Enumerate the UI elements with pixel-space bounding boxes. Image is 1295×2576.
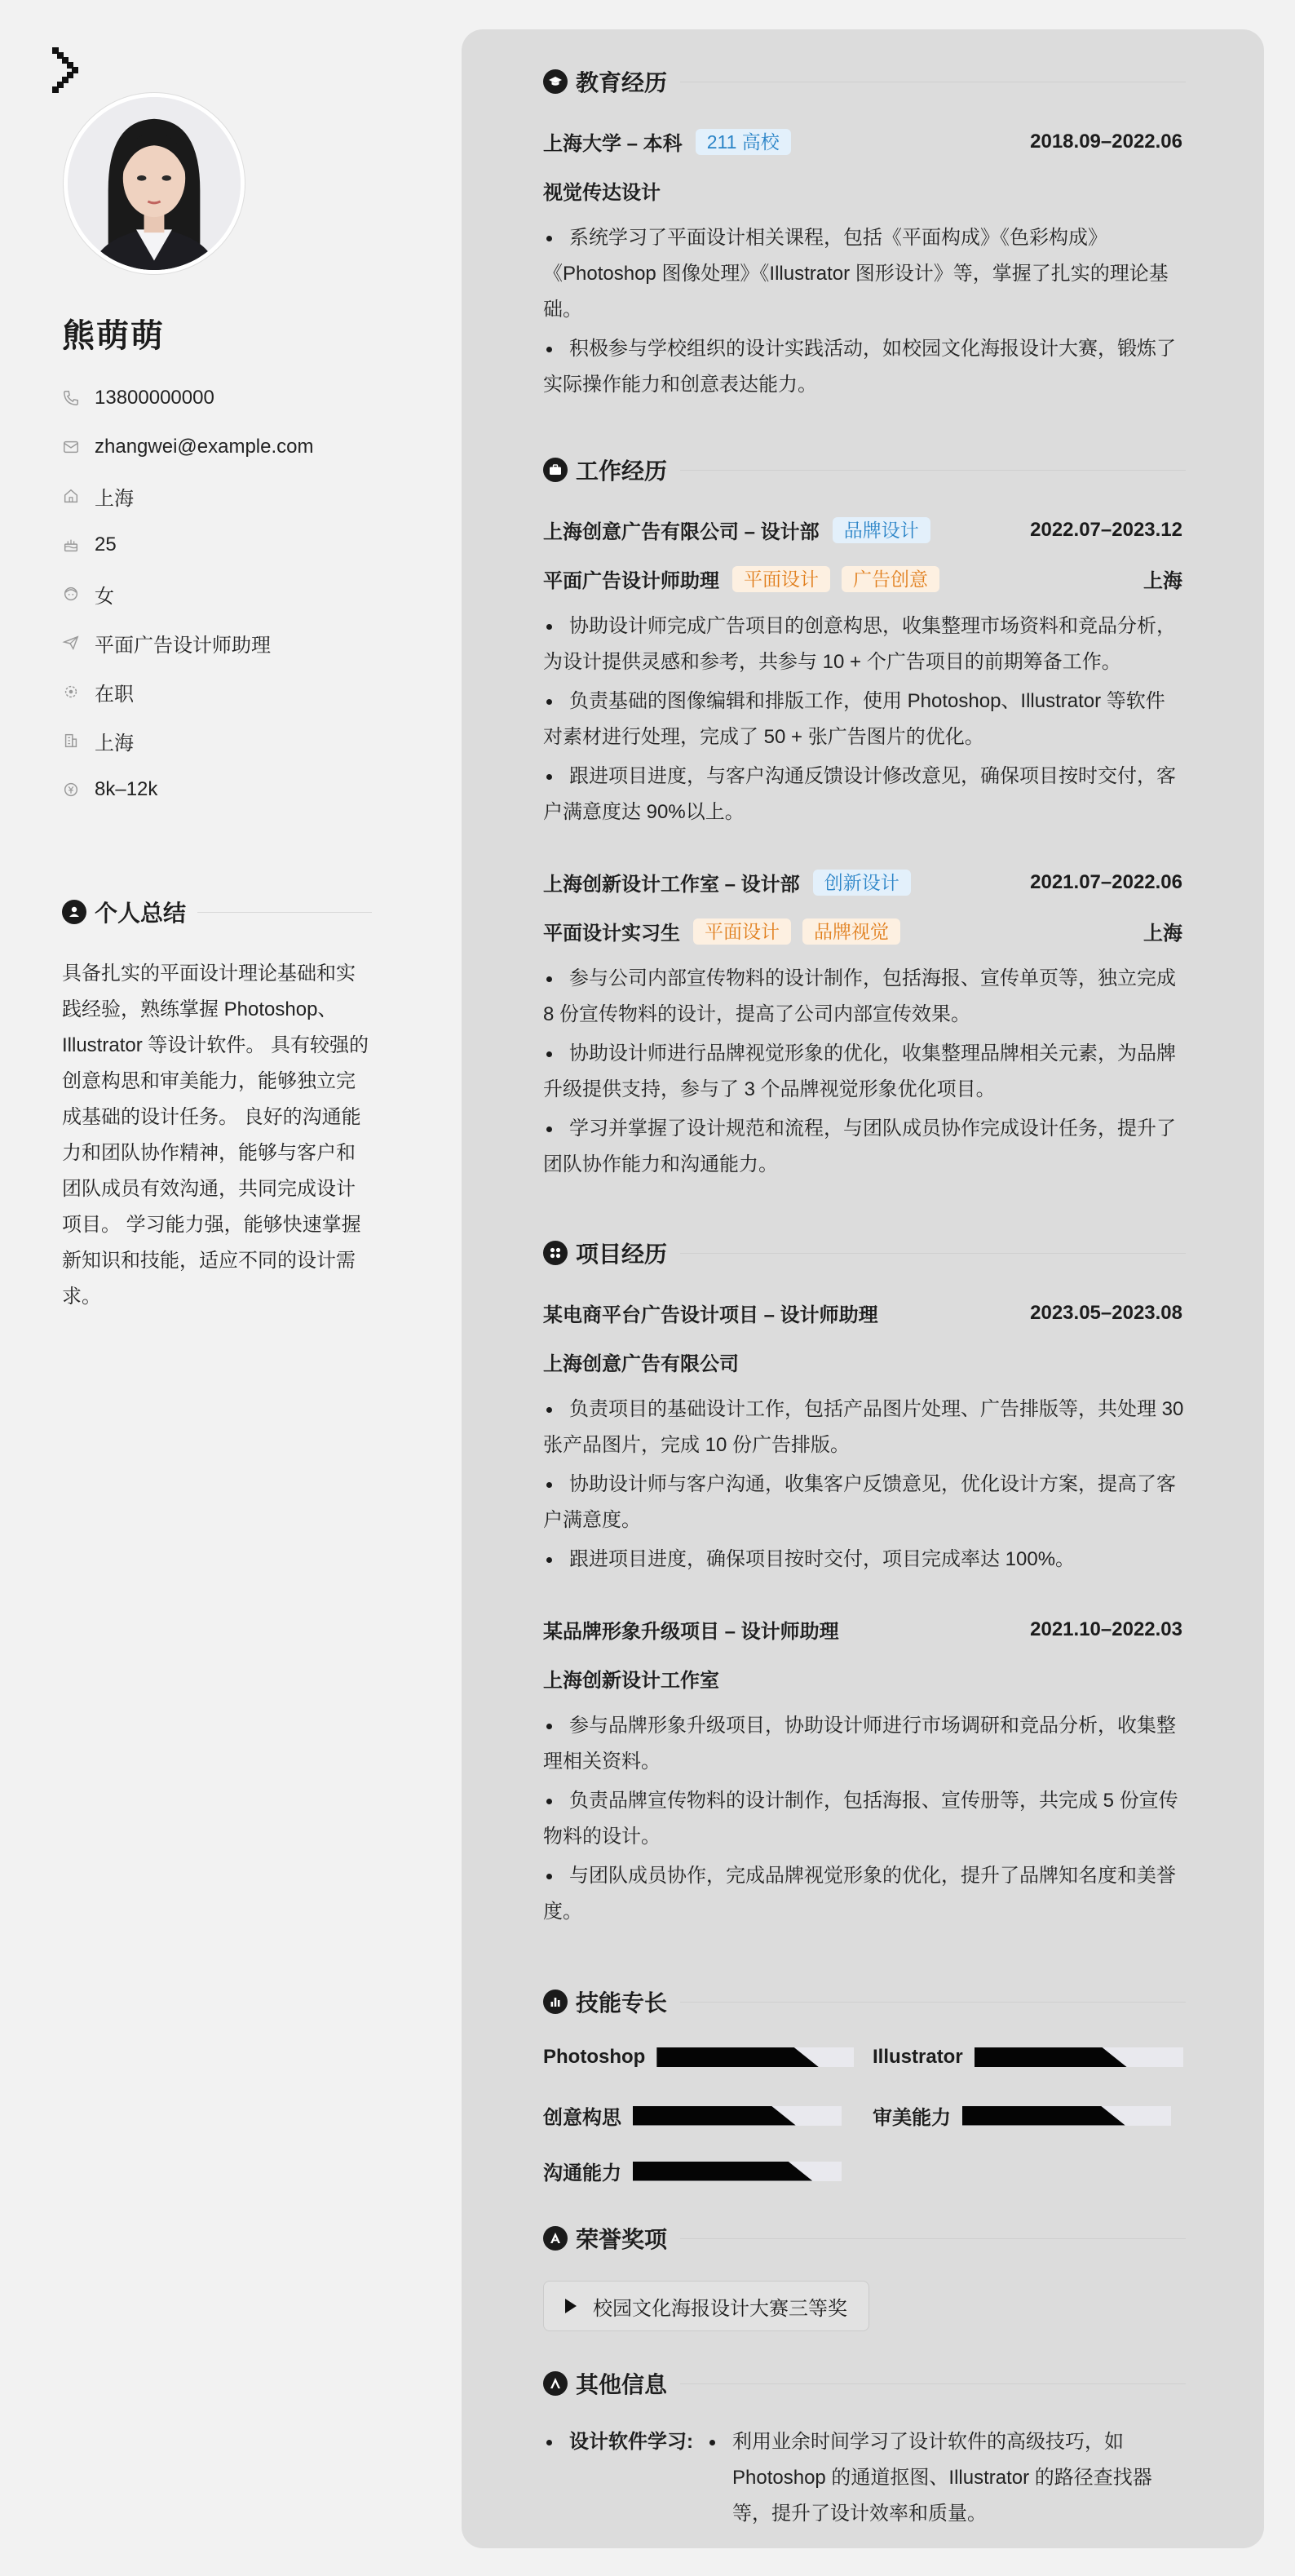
skill-item bbox=[873, 2101, 1171, 2130]
education-bullets bbox=[543, 220, 1184, 406]
cake-icon bbox=[62, 536, 80, 554]
project-date: 2023.05–2023.08 bbox=[1030, 1301, 1182, 1324]
other-info bbox=[543, 2424, 1184, 2532]
project-org: 上海创新设计工作室 bbox=[543, 1670, 719, 1692]
email-text: zhangwei@example.com bbox=[95, 436, 314, 458]
skill-bar bbox=[633, 2162, 842, 2181]
school-name: 上海大学 – 本科 bbox=[543, 133, 683, 155]
skill-name: Illustrator bbox=[873, 2046, 963, 2068]
education-date: 2018.09–2022.06 bbox=[1030, 130, 1182, 153]
graduation-cap-icon bbox=[543, 69, 568, 94]
play-icon bbox=[565, 2299, 577, 2313]
other-title: 其他信息 bbox=[576, 2372, 668, 2397]
skill-bar-fill bbox=[656, 2047, 818, 2067]
gender-text: 女 bbox=[95, 585, 114, 608]
skill-bar-fill bbox=[962, 2106, 1125, 2126]
send-icon bbox=[62, 634, 80, 652]
job-1-bullets bbox=[543, 609, 1184, 834]
project-2-bullets bbox=[543, 1708, 1184, 1933]
skill-name: 创意构思 bbox=[543, 2107, 621, 2129]
company-tag: 品牌设计 bbox=[833, 517, 930, 543]
skill-bar bbox=[633, 2106, 842, 2126]
skill-item bbox=[543, 2157, 842, 2185]
candidate-name: 熊萌萌 bbox=[62, 318, 165, 354]
skill-bar bbox=[656, 2047, 854, 2067]
skills-heading bbox=[543, 1985, 1186, 2018]
job-2-company-row bbox=[543, 868, 1182, 896]
list-item: 学习并掌握了设计规范和流程，与团队成员协作完成设计任务，提升了团队协作能力和沟通能力。 bbox=[543, 1111, 1184, 1183]
skills-title: 技能专长 bbox=[576, 1990, 668, 2016]
divider bbox=[197, 912, 372, 913]
divider bbox=[680, 2383, 1186, 2384]
job-date: 2022.07–2023.12 bbox=[1030, 518, 1182, 541]
other-text: 利用业余时间学习了设计软件的高级技巧，如 Photoshop 的通道抠图、Illustrator 的路径查找器等，提升了设计效率和质量。 bbox=[706, 2424, 1184, 2532]
skill-name: 审美能力 bbox=[873, 2107, 951, 2129]
projects-title: 项目经历 bbox=[576, 1242, 668, 1267]
info-gender bbox=[62, 569, 314, 618]
skill-item bbox=[543, 2046, 854, 2069]
contact-info-list bbox=[62, 374, 314, 814]
awards-title: 荣誉奖项 bbox=[576, 2227, 668, 2252]
location-text: 上海 bbox=[95, 487, 134, 510]
list-item: 系统学习了平面设计相关课程，包括《平面构成》《色彩构成》《Photoshop 图像处理》《Illustrator 图形设计》等，掌握了扎实的理论基础。 bbox=[543, 220, 1184, 328]
work-heading bbox=[543, 454, 1186, 486]
job-date: 2021.07–2022.06 bbox=[1030, 870, 1182, 893]
divider bbox=[680, 2002, 1186, 2003]
skill-name: Photoshop bbox=[543, 2046, 646, 2068]
job-2-role-row bbox=[543, 917, 1182, 945]
list-item: 协助设计师完成广告项目的创意构思，收集整理市场资料和竞品分析，为设计提供灵感和参考，共参与 10 + 个广告项目的前期筹备工作。 bbox=[543, 609, 1184, 680]
list-item: 参与公司内部宣传物料的设计制作，包括海报、宣传单页等，独立完成 8 份宣传物料的设计，提高了公司内部宣传效果。 bbox=[543, 961, 1184, 1033]
status-text: 在职 bbox=[95, 683, 134, 706]
skill-bar bbox=[962, 2106, 1171, 2126]
info-city bbox=[62, 716, 314, 765]
brand-logo-icon bbox=[52, 47, 82, 95]
divider bbox=[680, 2238, 1186, 2239]
list-item: 负责项目的基础设计工作，包括产品图片处理、广告排版等，共处理 30 张产品图片，完成 10 份广告排版。 bbox=[543, 1392, 1184, 1463]
salary-text: 8k–12k bbox=[95, 778, 158, 800]
info-email[interactable] bbox=[62, 423, 314, 471]
avatar bbox=[64, 93, 245, 274]
grid-icon bbox=[543, 1241, 568, 1265]
divider bbox=[680, 470, 1186, 471]
skill-bar bbox=[975, 2047, 1183, 2067]
project-date: 2021.10–2022.03 bbox=[1030, 1618, 1182, 1640]
user-icon bbox=[62, 900, 86, 924]
bar-chart-icon bbox=[543, 1990, 568, 2014]
list-item: 协助设计师进行品牌视觉形象的优化，收集整理品牌相关元素，为品牌升级提供支持，参与了 3 个品牌视觉形象优化项目。 bbox=[543, 1036, 1184, 1108]
skill-bar-fill bbox=[633, 2162, 812, 2181]
money-icon bbox=[62, 781, 80, 799]
skill-item bbox=[543, 2101, 842, 2130]
role-tag: 平面设计 bbox=[693, 918, 791, 945]
project-2-org-row bbox=[543, 1664, 1182, 1693]
phone-icon bbox=[62, 389, 80, 407]
mail-icon bbox=[62, 438, 80, 456]
project-1-bullets bbox=[543, 1392, 1184, 1581]
school-tag: 211 高校 bbox=[696, 129, 791, 155]
company-name: 上海创意广告有限公司 – 设计部 bbox=[543, 521, 820, 543]
role-tag: 平面设计 bbox=[732, 566, 830, 592]
project-org: 上海创意广告有限公司 bbox=[543, 1353, 739, 1375]
awards-heading bbox=[543, 2222, 1186, 2255]
skill-name: 沟通能力 bbox=[543, 2162, 621, 2184]
summary-title: 个人总结 bbox=[95, 901, 187, 926]
job-1-company-row bbox=[543, 516, 1182, 544]
major-name: 视觉传达设计 bbox=[543, 182, 661, 204]
job-role: 平面广告设计师助理 bbox=[543, 570, 719, 592]
summary-heading bbox=[62, 896, 372, 928]
list-item: 积极参与学校组织的设计实践活动，如校园文化海报设计大赛，锻炼了实际操作能力和创意表达能力。 bbox=[543, 331, 1184, 403]
role-tag: 品牌视觉 bbox=[802, 918, 900, 945]
education-heading bbox=[543, 65, 1186, 98]
award-item[interactable] bbox=[543, 2281, 869, 2331]
phone-text: 13800000000 bbox=[95, 387, 214, 409]
award-text: 校园文化海报设计大赛三等奖 bbox=[593, 2297, 847, 2320]
job-2-bullets bbox=[543, 961, 1184, 1186]
briefcase-icon bbox=[543, 458, 568, 482]
list-item: 协助设计师与客户沟通，收集客户反馈意见，优化设计方案，提高了客户满意度。 bbox=[543, 1467, 1184, 1538]
company-tag: 创新设计 bbox=[813, 870, 911, 896]
other-heading bbox=[543, 2367, 1186, 2400]
position-text: 平面广告设计师助理 bbox=[95, 634, 271, 657]
info-icon bbox=[543, 2371, 568, 2396]
building-icon bbox=[62, 732, 80, 750]
job-1-role-row bbox=[543, 564, 1182, 593]
info-position bbox=[62, 618, 314, 667]
award-icon bbox=[543, 2226, 568, 2251]
list-item: 负责基础的图像编辑和排版工作，使用 Photoshop、Illustrator 等软件对素材进行处理，完成了 50 + 张广告图片的优化。 bbox=[543, 684, 1184, 755]
project-1-row bbox=[543, 1299, 1182, 1327]
list-item: 参与品牌形象升级项目，协助设计师进行市场调研和竞品分析，收集整理相关资料。 bbox=[543, 1708, 1184, 1780]
skill-bar-fill bbox=[633, 2106, 796, 2126]
info-age bbox=[62, 520, 314, 569]
other-label: 设计软件学习: bbox=[543, 2424, 693, 2532]
info-status bbox=[62, 667, 314, 716]
project-name: 某电商平台广告设计项目 – 设计师助理 bbox=[543, 1304, 878, 1326]
divider bbox=[680, 1253, 1186, 1254]
info-salary bbox=[62, 765, 314, 814]
education-row bbox=[543, 127, 1182, 156]
skill-item bbox=[873, 2046, 1183, 2069]
list-item: 跟进项目进度，与客户沟通反馈设计修改意见，确保项目按时交付，客户满意度达 90%以上。 bbox=[543, 759, 1184, 830]
project-1-org-row bbox=[543, 1348, 1182, 1376]
company-name: 上海创新设计工作室 – 设计部 bbox=[543, 874, 800, 896]
list-item: 跟进项目进度，确保项目按时交付，项目完成率达 100%。 bbox=[543, 1542, 1184, 1578]
status-icon bbox=[62, 683, 80, 701]
info-location bbox=[62, 471, 314, 520]
project-name: 某品牌形象升级项目 – 设计师助理 bbox=[543, 1621, 839, 1643]
home-icon bbox=[62, 487, 80, 505]
info-phone[interactable] bbox=[62, 374, 314, 423]
list-item: 与团队成员协作，完成品牌视觉形象的优化，提升了品牌知名度和美誉度。 bbox=[543, 1858, 1184, 1930]
list-item: 负责品牌宣传物料的设计制作，包括海报、宣传册等，共完成 5 份宣传物料的设计。 bbox=[543, 1783, 1184, 1855]
education-title: 教育经历 bbox=[576, 70, 668, 95]
face-icon bbox=[62, 585, 80, 603]
role-tag: 广告创意 bbox=[842, 566, 939, 592]
major-row bbox=[543, 176, 1182, 205]
job-city: 上海 bbox=[1143, 923, 1182, 945]
job-city: 上海 bbox=[1143, 570, 1182, 592]
job-role: 平面设计实习生 bbox=[543, 923, 680, 945]
projects-heading bbox=[543, 1237, 1186, 1269]
summary-text: 具备扎实的平面设计理论基础和实践经验，熟练掌握 Photoshop、Illustrator 等设计软件。 具有较强的创意构思和审美能力，能够独立完成基础的设计任务。 良好的沟通能力和团队协作精神，能够与客户和团队成员有效沟通，共同完成设计项目。 学习能力强，能够快速掌握新知识和技能，适应不同的设计需求。 bbox=[62, 963, 369, 1308]
age-text: 25 bbox=[95, 533, 117, 555]
city-text: 上海 bbox=[95, 732, 134, 755]
skill-bar-fill bbox=[975, 2047, 1127, 2067]
work-title: 工作经历 bbox=[576, 458, 668, 484]
project-2-row bbox=[543, 1615, 1182, 1644]
